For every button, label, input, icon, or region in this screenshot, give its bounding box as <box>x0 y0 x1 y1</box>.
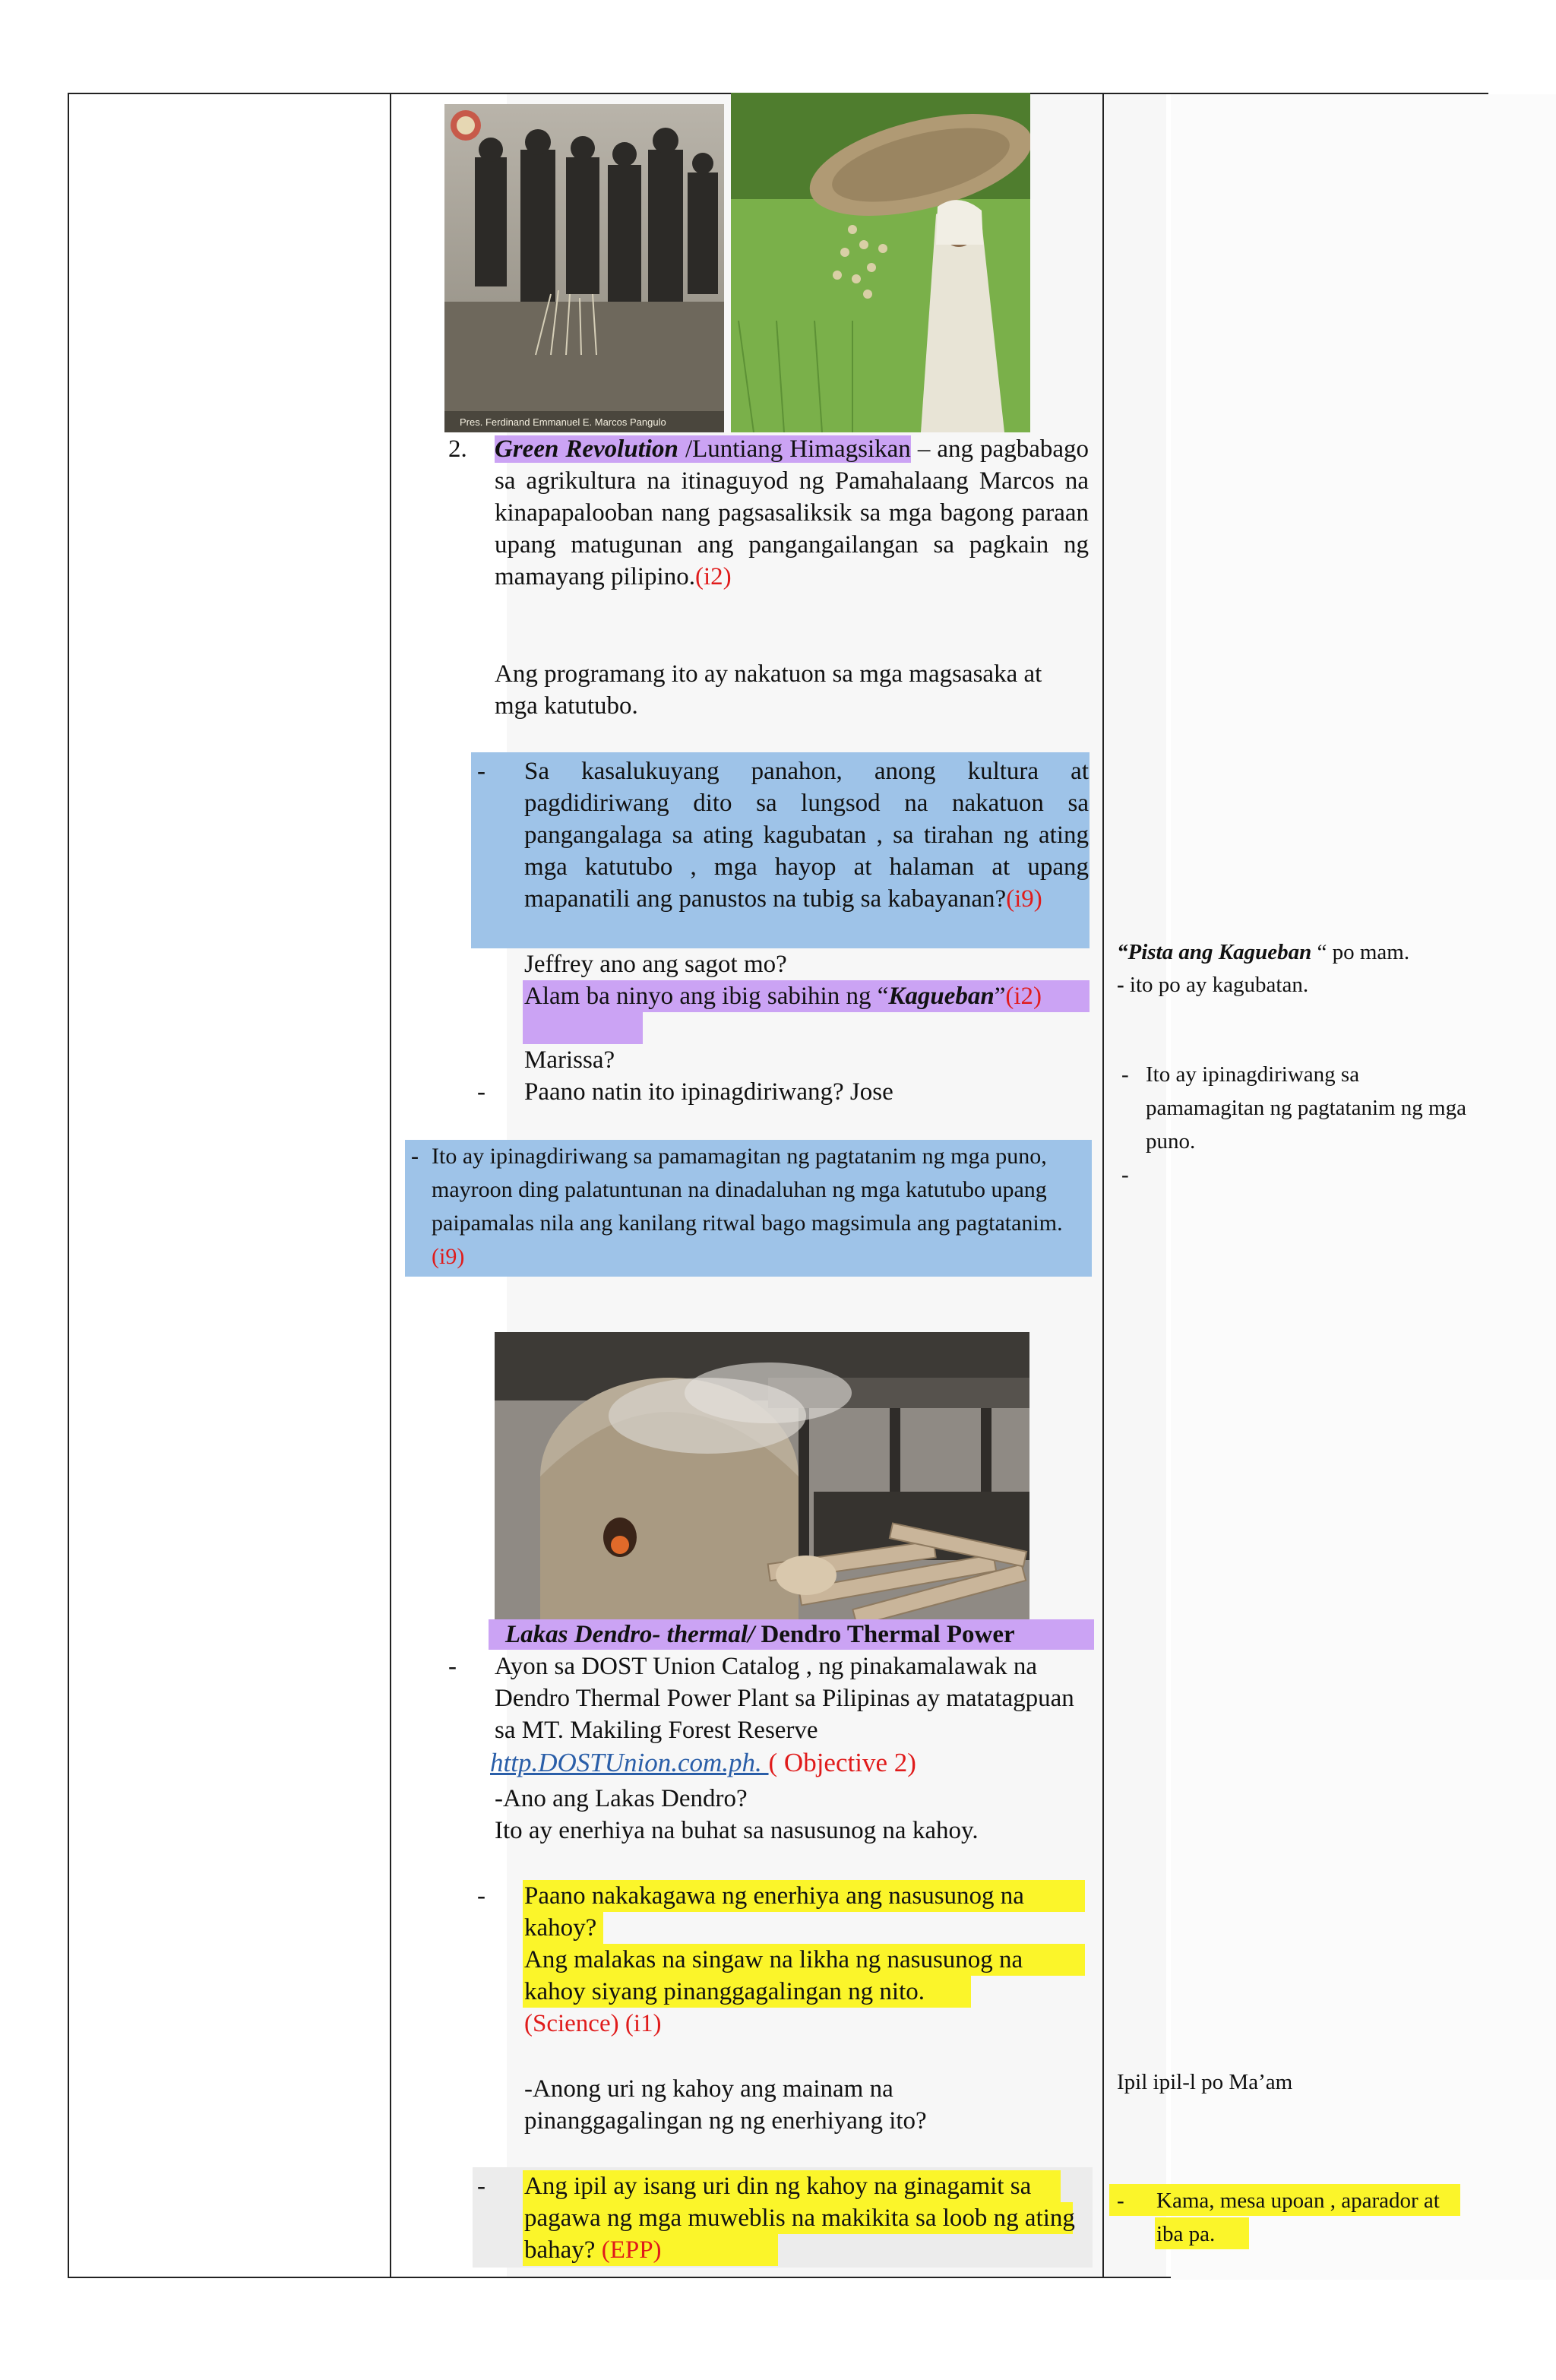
green-revolution-subtitle: /Luntiang Himagsikan <box>685 435 911 463</box>
epp-tag: (EPP) <box>601 2236 662 2264</box>
column-response-bg <box>1171 94 1556 2280</box>
question-text: Sa kasalukuyang panahon, anong kultura at pagdidiriwang dito sa lungsod na nakatuon sa pangangalaga sa ating kagubatan , sa tirahan ng ating mga katutubo , mga hayop at halaman at upang mapanatili ang panustos na tubig sa kabayanan? <box>524 758 1089 913</box>
indicator-tag: (i2) <box>1005 983 1042 1010</box>
kama-response: Kama, mesa upoan , aparador at iba pa. <box>1156 2189 1440 2246</box>
bullet-dash: - <box>477 758 485 785</box>
dost-link[interactable]: http.DOSTUnion.com.ph. <box>490 1748 769 1777</box>
winnowing-photo <box>731 93 1030 432</box>
bullet-dash: - <box>1117 973 1124 997</box>
item-number: 2. <box>448 435 467 463</box>
bullet-dash: - <box>477 1078 485 1106</box>
ito-response: Ito ay ipinagdiriwang sa pamamagitan ng pagtatanim ng mga puno. <box>1146 1062 1466 1154</box>
energy-question: Paano nakakagawa ng enerhiya ang nasusunog na kahoy? <box>524 1882 1024 1942</box>
ipil-question-text: Ang ipil ay isang uri din ng kahoy na ginagamit sa pagawa ng mga muweblis na makikita sa loob ng ating bahay? <box>524 2173 1075 2264</box>
indicator-tag: (i9) <box>432 1244 465 1269</box>
kagubatan-response <box>1117 969 1308 1001</box>
green-revolution-text: – ang pagbabago sa agrikultura na itinaguyod ng Pamahalaang Marcos na kinapapalooban nang pagsasaliksik sa mga bagong paraan upang matugunan ang pangangailangan sa pagkain ng mamayang pilipino. <box>495 435 1089 590</box>
bullet-dash: - <box>411 1144 419 1169</box>
dost-paragraph: Ayon sa DOST Union Catalog , ng pinakamalawak na Dendro Thermal Power Plant sa Pilipinas ay matatagpuan sa MT. Makiling Forest Reserve <box>495 1653 1074 1744</box>
ipil-response: Ipil ipil-l po Ma’am <box>1117 2070 1293 2094</box>
empty-bullet: - <box>1121 1163 1129 1187</box>
ipil-question <box>524 2170 1079 2266</box>
answer-text: Ito ay ipinagdiriwang sa pamamagitan ng pagtatanim ng mga puno, mayroon ding palatuntunan na dinadaluhan ng mga katutubo upang paipamalas nila ang kanilang ritwal bago magsimula ang pagtatanim. <box>432 1144 1063 1236</box>
paano-question: Paano natin ito ipinagdiriwang? Jose <box>524 1078 893 1106</box>
green-revolution-definition <box>495 433 1089 593</box>
bullet-dash: - <box>477 1882 485 1910</box>
bullet-dash: - <box>477 2173 485 2200</box>
column-divider-2 <box>1102 94 1104 2277</box>
kiln-photo <box>495 1332 1029 1619</box>
pista-response <box>1117 936 1409 968</box>
science-tag: (Science) (i1) <box>524 2010 662 2037</box>
dendro-title-bold: Dendro Thermal Power <box>754 1621 1015 1648</box>
green-revolution-title-hl <box>495 435 911 463</box>
kagueban-question-text: Alam ba ninyo ang ibig sabihin ng “ <box>524 983 889 1010</box>
pista-rest: “ po mam. <box>1311 940 1410 964</box>
dendro-answer: Ito ay enerhiya na buhat sa nasusunog na kahoy. <box>495 1817 979 1844</box>
program-paragraph: Ang programang ito ay nakatuon sa mga magsasaka at mga katutubo. <box>495 660 1042 720</box>
objective-tag: ( Objective 2) <box>768 1748 916 1777</box>
energy-answer: Ang malakas na singaw na likha ng nasusunog na kahoy siyang pinanggagalingan ng nito. <box>524 1946 1023 2005</box>
photo-caption: Pres. Ferdinand Emmanuel E. Marcos Pangulo <box>460 416 666 428</box>
kagueban-question <box>524 980 1089 1012</box>
source-line <box>490 1746 916 1780</box>
answer-paragraph <box>432 1140 1081 1274</box>
kagueban-highlight-2 <box>523 1012 643 1044</box>
marcos-field-photo <box>444 104 724 432</box>
question-kagubatan <box>524 755 1089 915</box>
pista-italic: “Pista ang Kagueban <box>1117 940 1312 964</box>
wood-question: -Anong uri ng kahoy ang mainam na pinanggagalingan ng ng enerhiyang ito? <box>524 2075 927 2135</box>
column-divider-1 <box>390 94 391 2277</box>
kagueban-word: Kagueban <box>888 983 995 1010</box>
marissa-prompt: Marissa? <box>524 1046 615 1074</box>
dendro-title-italic: Lakas Dendro- thermal/ <box>505 1621 755 1648</box>
indicator-tag: (i2) <box>694 563 732 590</box>
green-revolution-title: Green Revolution <box>495 435 678 463</box>
dendro-title <box>505 1619 1015 1650</box>
kagubatan-text: ito po ay kagubatan. <box>1124 973 1309 997</box>
bullet-dash: - <box>1117 2189 1124 2213</box>
indicator-tag: (i9) <box>1006 885 1042 913</box>
jeffrey-prompt: Jeffrey ano ang sagot mo? <box>524 951 787 978</box>
bullet-dash: - <box>448 1653 457 1680</box>
dendro-question: -Ano ang Lakas Dendro? <box>495 1785 748 1812</box>
bullet-dash: - <box>1121 1062 1129 1087</box>
kagueban-close-quote: ” <box>994 983 1006 1010</box>
